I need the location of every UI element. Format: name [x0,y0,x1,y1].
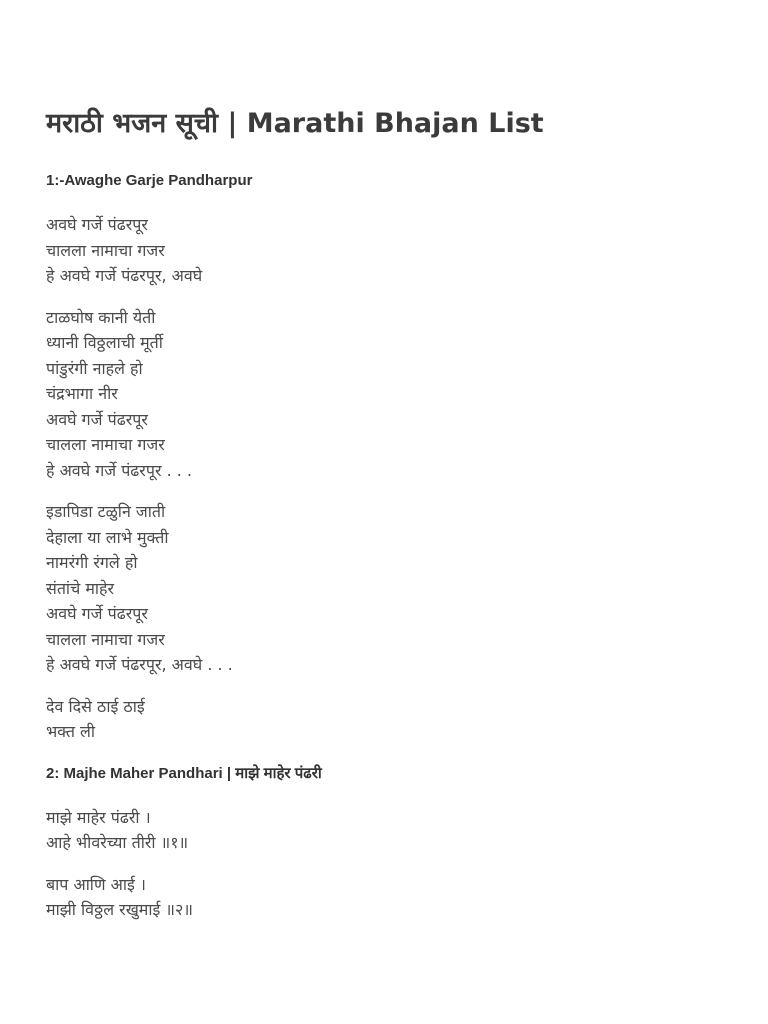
stanza [46,694,728,745]
page-title: मराठी भजन सूची | Marathi Bhajan List [46,108,544,139]
verse-line: हे अवघे गर्जे पंढरपूर, अवघे [46,266,203,285]
verse-line: भक्त ली [46,722,96,741]
verse-line: टाळघोष कानी येती [46,307,156,327]
verse-line: हे अवघे गर्जे पंढरपूर . . . [46,460,192,480]
stanza [46,499,728,678]
verse-line: देव दिसे ठाई ठाई [46,696,145,716]
verse-line: हे अवघे गर्जे पंढरपूर, अवघे . . . [46,655,233,674]
verse-line: बाप आणि आई । [46,874,146,894]
verse-line: अवघे गर्जे पंढरपूर [46,215,148,234]
bhajan-heading: 1:-Awaghe Garje Pandharpur [46,172,253,189]
bhajan-heading: 2: Majhe Maher Pandhari | माझे माहेर पंढरी [46,764,322,782]
stanza [46,872,728,923]
verse-line: चालला नामाचा गजर [46,240,165,260]
verse-line: आहे भीवरेच्या तीरी ॥१॥ [46,833,189,852]
stanza [46,305,728,484]
verse-line: इडापिडा टळुनि जाती [46,502,166,521]
verse-line: पांडुरंगी नाहले हो [46,358,143,378]
verse-line: नामरंगी रंगले हो [46,553,138,572]
verse-line: संतांचे माहेर [46,578,115,598]
bhajan-section [46,168,728,745]
stanza [46,212,728,289]
verse-line: अवघे गर्जे पंढरपूर [46,604,148,623]
bhajan-section [46,761,728,923]
verse-line: माझे माहेर पंढरी । [46,807,151,827]
verse-line: ध्यानी विठ्ठलाची मूर्ती [46,333,163,352]
verse-line: अवघे गर्जे पंढरपूर [46,409,148,429]
bhajan-list [46,168,728,923]
verse-line: चालला नामाचा गजर [46,629,165,649]
verse-line: चालला नामाचा गजर [46,435,165,454]
verse-line: देहाला या लाभे मुक्ती [46,527,169,547]
verse-line: माझी विठ्ठल रखुमाई ॥२॥ [46,900,193,919]
verse-line: चंद्रभागा नीर [46,384,118,403]
stanza [46,805,728,856]
